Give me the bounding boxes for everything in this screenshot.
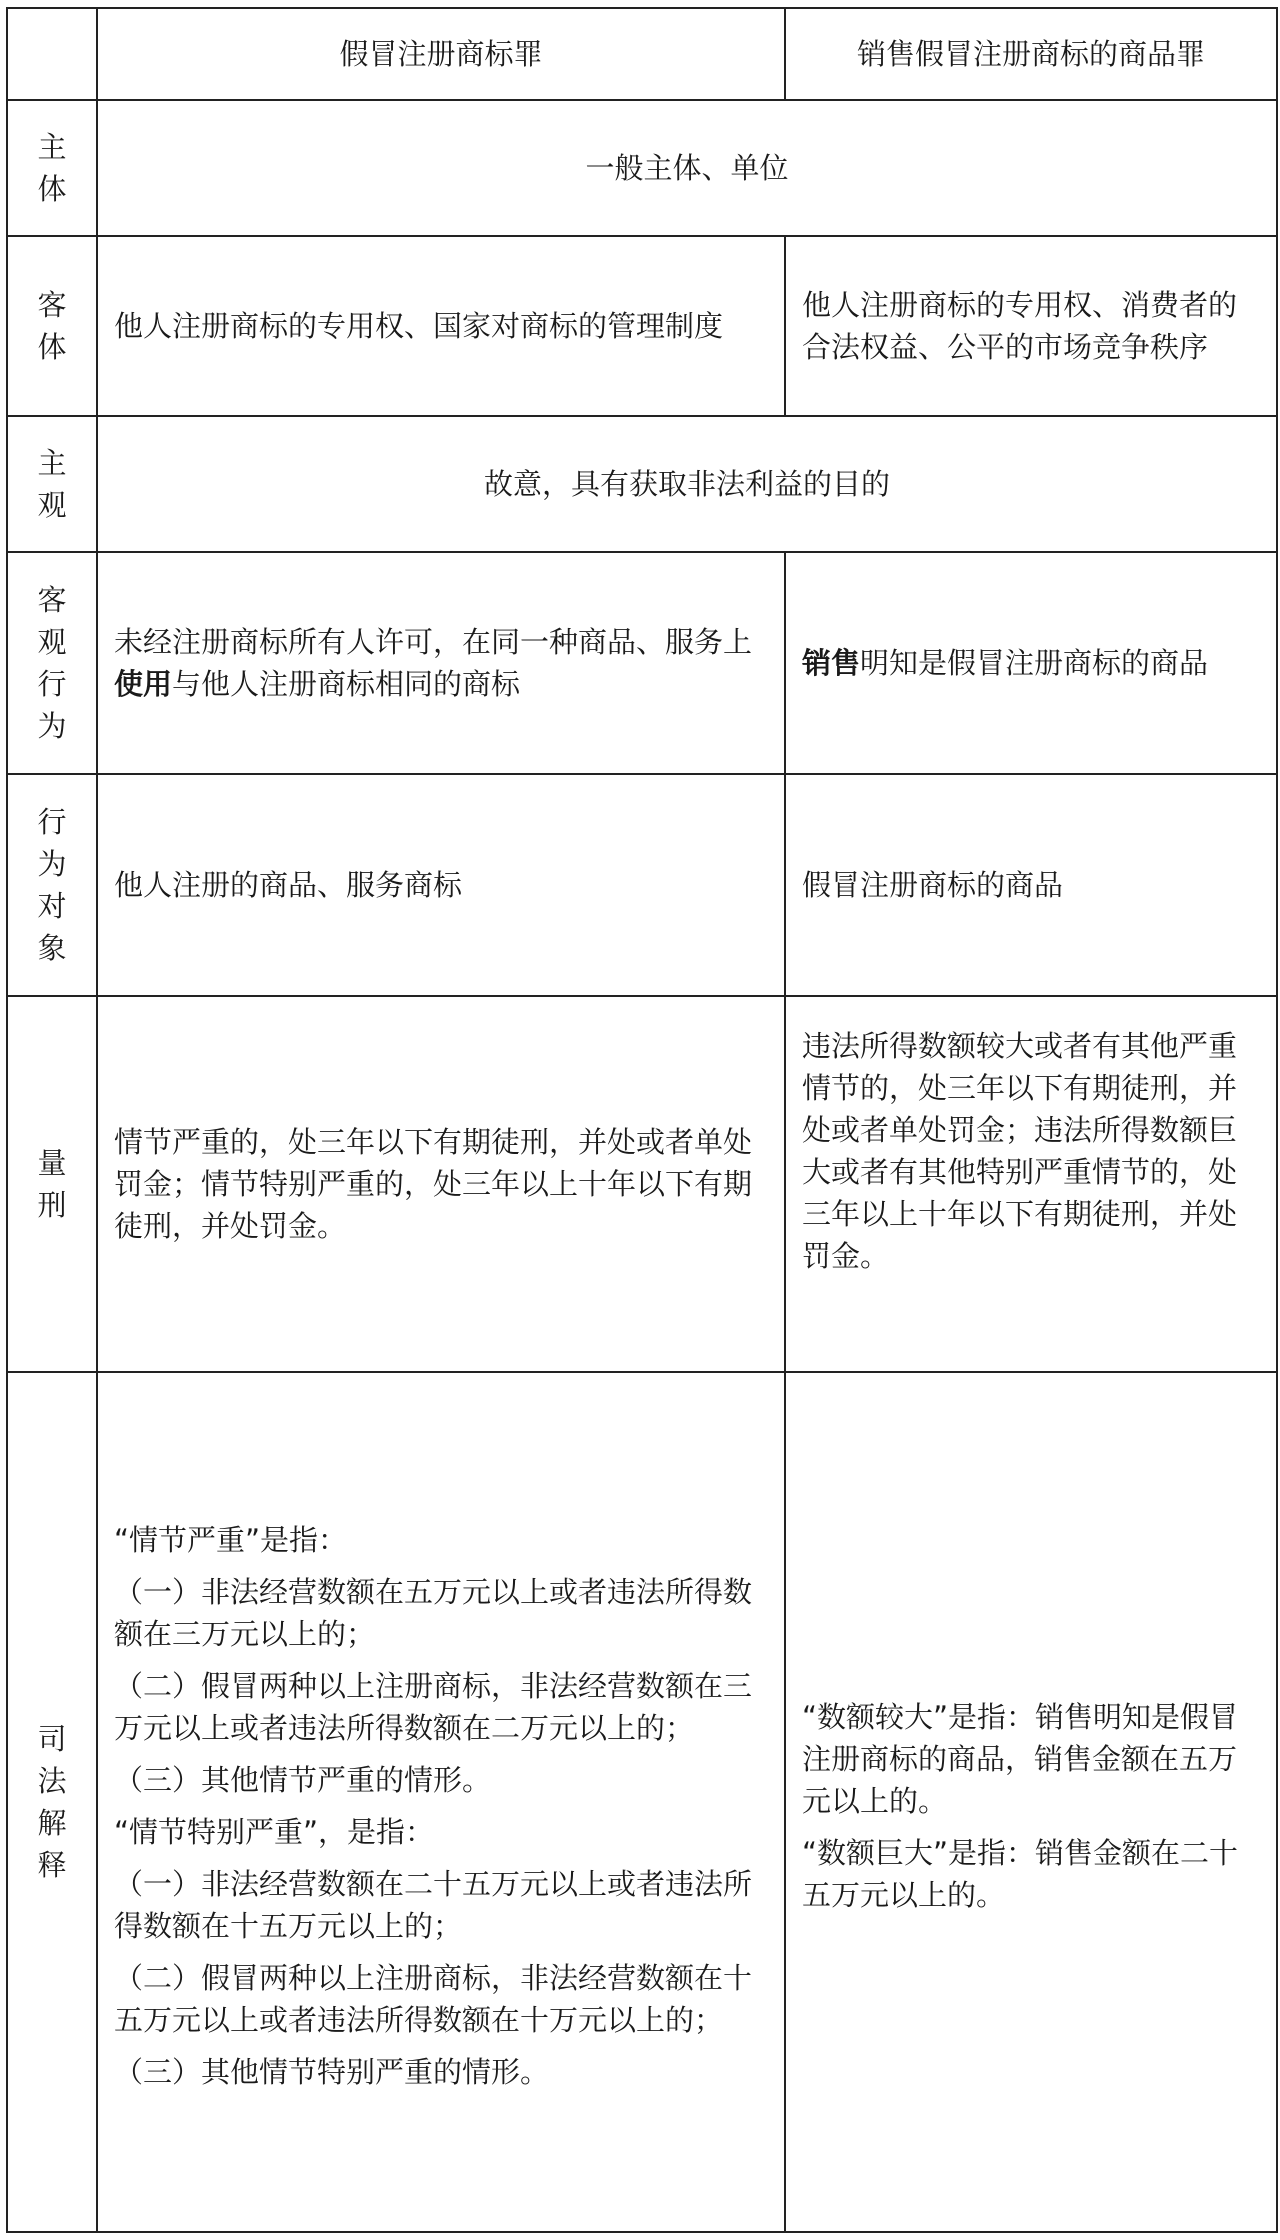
object-col1: 他人注册商标的专用权、国家对商标的管理制度 (97, 236, 785, 416)
subject-value: 一般主体、单位 (97, 100, 1277, 236)
row-subjective (7, 416, 1277, 552)
row-penalty (7, 996, 1277, 1372)
row-subject (7, 100, 1277, 236)
penalty-col1: 情节严重的，处三年以下有期徒刑，并处或者单处罚金；情节特别严重的，处三年以上十年以下有期徒刑，并处罚金。 (97, 996, 785, 1372)
row-target (7, 774, 1277, 996)
row-label-subjective: 主观 (7, 416, 97, 552)
header-row (7, 8, 1277, 100)
act-col2-bold: 销售 (802, 646, 861, 680)
act-col1 (97, 552, 785, 774)
judicial-col1 (97, 1372, 785, 2232)
row-act (7, 552, 1277, 774)
header-crime-selling: 销售假冒注册商标的商品罪 (785, 8, 1277, 100)
row-label-act: 客观行为 (7, 552, 97, 774)
judicial-col1-para: （三）其他情节特别严重的情形。 (114, 2055, 550, 2089)
judicial-col2 (785, 1372, 1277, 2232)
subjective-value: 故意，具有获取非法利益的目的 (97, 416, 1277, 552)
judicial-col2-para: “数额巨大”是指：销售金额在二十五万元以上的。 (802, 1836, 1239, 1912)
judicial-col1-para: “情节特别严重”，是指： (114, 1815, 435, 1849)
judicial-col1-para: （一）非法经营数额在五万元以上或者违法所得数额在三万元以上的； (114, 1575, 753, 1651)
penalty-col2: 违法所得数额较大或者有其他严重情节的，处三年以下有期徒刑，并处或者单处罚金；违法所得数额巨大或者有其他特别严重情节的，处三年以上十年以下有期徒刑，并处罚金。 (785, 996, 1277, 1372)
act-col2-post: 明知是假冒注册商标的商品 (860, 646, 1209, 680)
row-label-target: 行为对象 (7, 774, 97, 996)
judicial-col2-para: “数额较大”是指：销售明知是假冒注册商标的商品，销售金额在五万元以上的。 (802, 1700, 1239, 1818)
act-col1-bold: 使用 (114, 667, 173, 701)
target-col2: 假冒注册商标的商品 (785, 774, 1277, 996)
judicial-col1-para: （一）非法经营数额在二十五万元以上或者违法所得数额在十五万元以上的； (114, 1867, 753, 1943)
judicial-col1-para: “情节严重”是指： (114, 1523, 348, 1557)
judicial-col1-para: （二）假冒两种以上注册商标，非法经营数额在十五万元以上或者违法所得数额在十万元以上的； (114, 1961, 753, 2037)
target-col1: 他人注册的商品、服务商标 (97, 774, 785, 996)
act-col1-post: 与他人注册商标相同的商标 (172, 667, 521, 701)
judicial-col1-para: （三）其他情节严重的情形。 (114, 1763, 492, 1797)
corner-cell (7, 8, 97, 100)
header-crime-counterfeit: 假冒注册商标罪 (97, 8, 785, 100)
comparison-table (6, 7, 1278, 2233)
row-label-judicial: 司法解释 (7, 1372, 97, 2232)
act-col1-pre: 未经注册商标所有人许可，在同一种商品、服务上 (114, 625, 753, 659)
row-label-subject: 主体 (7, 100, 97, 236)
row-object (7, 236, 1277, 416)
judicial-col1-para: （二）假冒两种以上注册商标，非法经营数额在三万元以上或者违法所得数额在二万元以上的； (114, 1669, 753, 1745)
act-col2 (785, 552, 1277, 774)
row-label-penalty: 量刑 (7, 996, 97, 1372)
object-col2: 他人注册商标的专用权、消费者的合法权益、公平的市场竞争秩序 (785, 236, 1277, 416)
row-judicial (7, 1372, 1277, 2232)
row-label-object: 客体 (7, 236, 97, 416)
